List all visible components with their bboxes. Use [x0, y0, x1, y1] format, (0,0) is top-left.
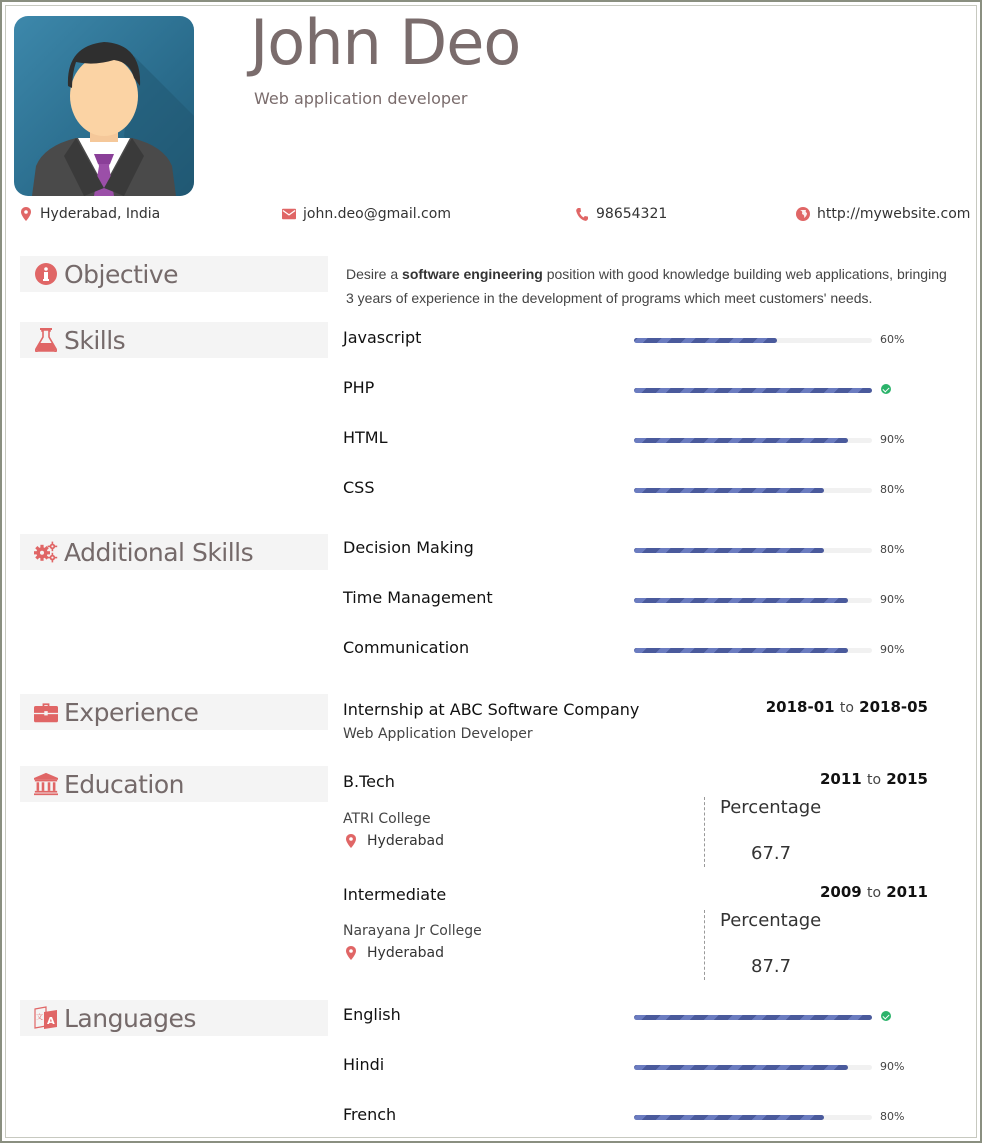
date-from: 2011 — [819, 770, 862, 788]
contact-email[interactable] — [282, 206, 451, 222]
experience-position: Web Application Developer — [343, 726, 533, 742]
skill-percent: 90% — [880, 433, 905, 446]
skill-row — [343, 328, 943, 352]
location-text: Hyderabad, India — [40, 206, 161, 222]
language-progress-bar — [634, 1065, 872, 1070]
university-icon — [34, 772, 58, 796]
briefcase-icon — [34, 700, 58, 724]
objective-text-bold: software engineering — [402, 266, 543, 282]
language-name: Hindi — [343, 1055, 385, 1074]
skill-progress-bar — [634, 548, 872, 553]
skill-progress-fill — [634, 438, 848, 443]
skill-row — [343, 538, 943, 562]
skill-progress-bar — [634, 488, 872, 493]
education-location — [346, 945, 444, 961]
skill-percent: 90% — [880, 643, 905, 656]
svg-text:A: A — [47, 1016, 55, 1027]
info-circle-icon — [34, 262, 58, 286]
language-progress-fill — [634, 1015, 872, 1020]
website-link[interactable]: http://mywebsite.com — [817, 206, 971, 222]
language-row — [343, 1005, 943, 1029]
date-from: 2018-01 — [765, 698, 835, 716]
skill-name: Javascript — [343, 328, 422, 347]
skill-name: HTML — [343, 428, 388, 447]
skill-percent: 80% — [880, 543, 905, 556]
education-location — [346, 833, 444, 849]
skill-progress-bar — [634, 598, 872, 603]
svg-text:文: 文 — [36, 1013, 43, 1021]
skill-row — [343, 478, 943, 502]
skill-progress-fill — [634, 388, 872, 393]
skill-progress-fill — [634, 488, 824, 493]
skill-name: Time Management — [343, 588, 493, 607]
skill-row — [343, 588, 943, 612]
skill-progress-bar — [634, 338, 872, 343]
language-progress-bar — [634, 1015, 872, 1020]
skill-progress-bar — [634, 648, 872, 653]
objective-text-start: Desire a — [346, 266, 403, 282]
city-text: Hyderabad — [367, 833, 444, 849]
objective-text-end: position with good knowledge building web applications, bringing 3 years of experience in the development of programs which meet customers' needs. — [346, 266, 947, 306]
contact-phone[interactable] — [575, 206, 667, 222]
objective-text — [346, 262, 956, 310]
globe-icon — [796, 207, 810, 221]
language-progress-fill — [634, 1115, 824, 1120]
flask-icon — [34, 328, 58, 352]
phone-number[interactable]: 98654321 — [596, 206, 668, 222]
contact-location — [19, 206, 160, 222]
experience-dates — [766, 698, 928, 716]
skill-name: PHP — [343, 378, 375, 397]
section-title: Education — [64, 769, 184, 799]
language-name: French — [343, 1105, 397, 1124]
education-percentage — [704, 910, 904, 980]
percentage-value: 67.7 — [751, 843, 792, 864]
education-school: ATRI College — [343, 811, 431, 827]
envelope-icon — [282, 207, 296, 221]
avatar — [14, 16, 194, 196]
candidate-name: John Deo — [250, 6, 521, 79]
section-experience — [20, 694, 328, 730]
date-to: 2011 — [886, 883, 928, 901]
education-dates — [820, 770, 928, 788]
date-from: 2009 — [819, 883, 862, 901]
skill-progress-fill — [634, 338, 777, 343]
language-row — [343, 1105, 943, 1129]
skill-name: Decision Making — [343, 538, 474, 557]
skill-progress-bar — [634, 438, 872, 443]
date-to-word: to — [866, 772, 882, 788]
experience-title: Internship at ABC Software Company — [343, 700, 640, 719]
skill-percent: 60% — [880, 333, 905, 346]
skill-row — [343, 378, 943, 402]
section-title: Skills — [64, 325, 126, 355]
section-title: Experience — [64, 697, 199, 727]
education-percentage — [704, 797, 904, 867]
translate-icon — [34, 1006, 58, 1030]
percentage-label: Percentage — [720, 797, 822, 818]
section-title: Languages — [64, 1003, 196, 1033]
skill-progress-fill — [634, 548, 824, 553]
education-dates — [820, 883, 928, 901]
candidate-role: Web application developer — [254, 89, 468, 108]
section-title: Objective — [64, 259, 179, 289]
city-text: Hyderabad — [367, 945, 444, 961]
map-marker-icon — [346, 834, 358, 848]
education-school: Narayana Jr College — [343, 923, 482, 939]
section-objective — [20, 256, 328, 292]
language-progress-fill — [634, 1065, 848, 1070]
section-additional-skills — [20, 534, 328, 570]
section-title: Additional Skills — [64, 537, 254, 567]
skill-row — [343, 638, 943, 662]
skill-progress-bar — [634, 388, 872, 393]
map-marker-icon — [19, 207, 33, 221]
phone-icon — [575, 207, 589, 221]
date-to: 2018-05 — [859, 698, 928, 716]
date-to-word: to — [866, 885, 882, 901]
contact-website[interactable] — [796, 206, 970, 222]
skill-progress-fill — [634, 648, 848, 653]
skill-row — [343, 428, 943, 452]
section-languages — [20, 1000, 328, 1036]
skill-name: CSS — [343, 478, 375, 497]
gears-icon — [34, 540, 58, 564]
section-education — [20, 766, 328, 802]
person-avatar-icon — [14, 16, 194, 196]
education-degree: B.Tech — [343, 772, 395, 791]
percentage-value: 87.7 — [751, 956, 792, 977]
skill-percent: 90% — [880, 593, 905, 606]
check-circle-icon — [881, 384, 891, 394]
language-name: English — [343, 1005, 401, 1024]
education-degree: Intermediate — [343, 885, 447, 904]
language-progress-bar — [634, 1115, 872, 1120]
language-percent: 90% — [880, 1060, 905, 1073]
date-to-word: to — [839, 700, 854, 716]
date-to: 2015 — [886, 770, 928, 788]
language-percent: 80% — [880, 1110, 905, 1123]
email-link[interactable]: john.deo@gmail.com — [303, 206, 451, 222]
section-skills — [20, 322, 328, 358]
map-marker-icon — [346, 946, 358, 960]
skill-name: Communication — [343, 638, 470, 657]
check-circle-icon — [881, 1011, 891, 1021]
percentage-label: Percentage — [720, 910, 822, 931]
skill-progress-fill — [634, 598, 848, 603]
skill-percent: 80% — [880, 483, 905, 496]
language-row — [343, 1055, 943, 1079]
